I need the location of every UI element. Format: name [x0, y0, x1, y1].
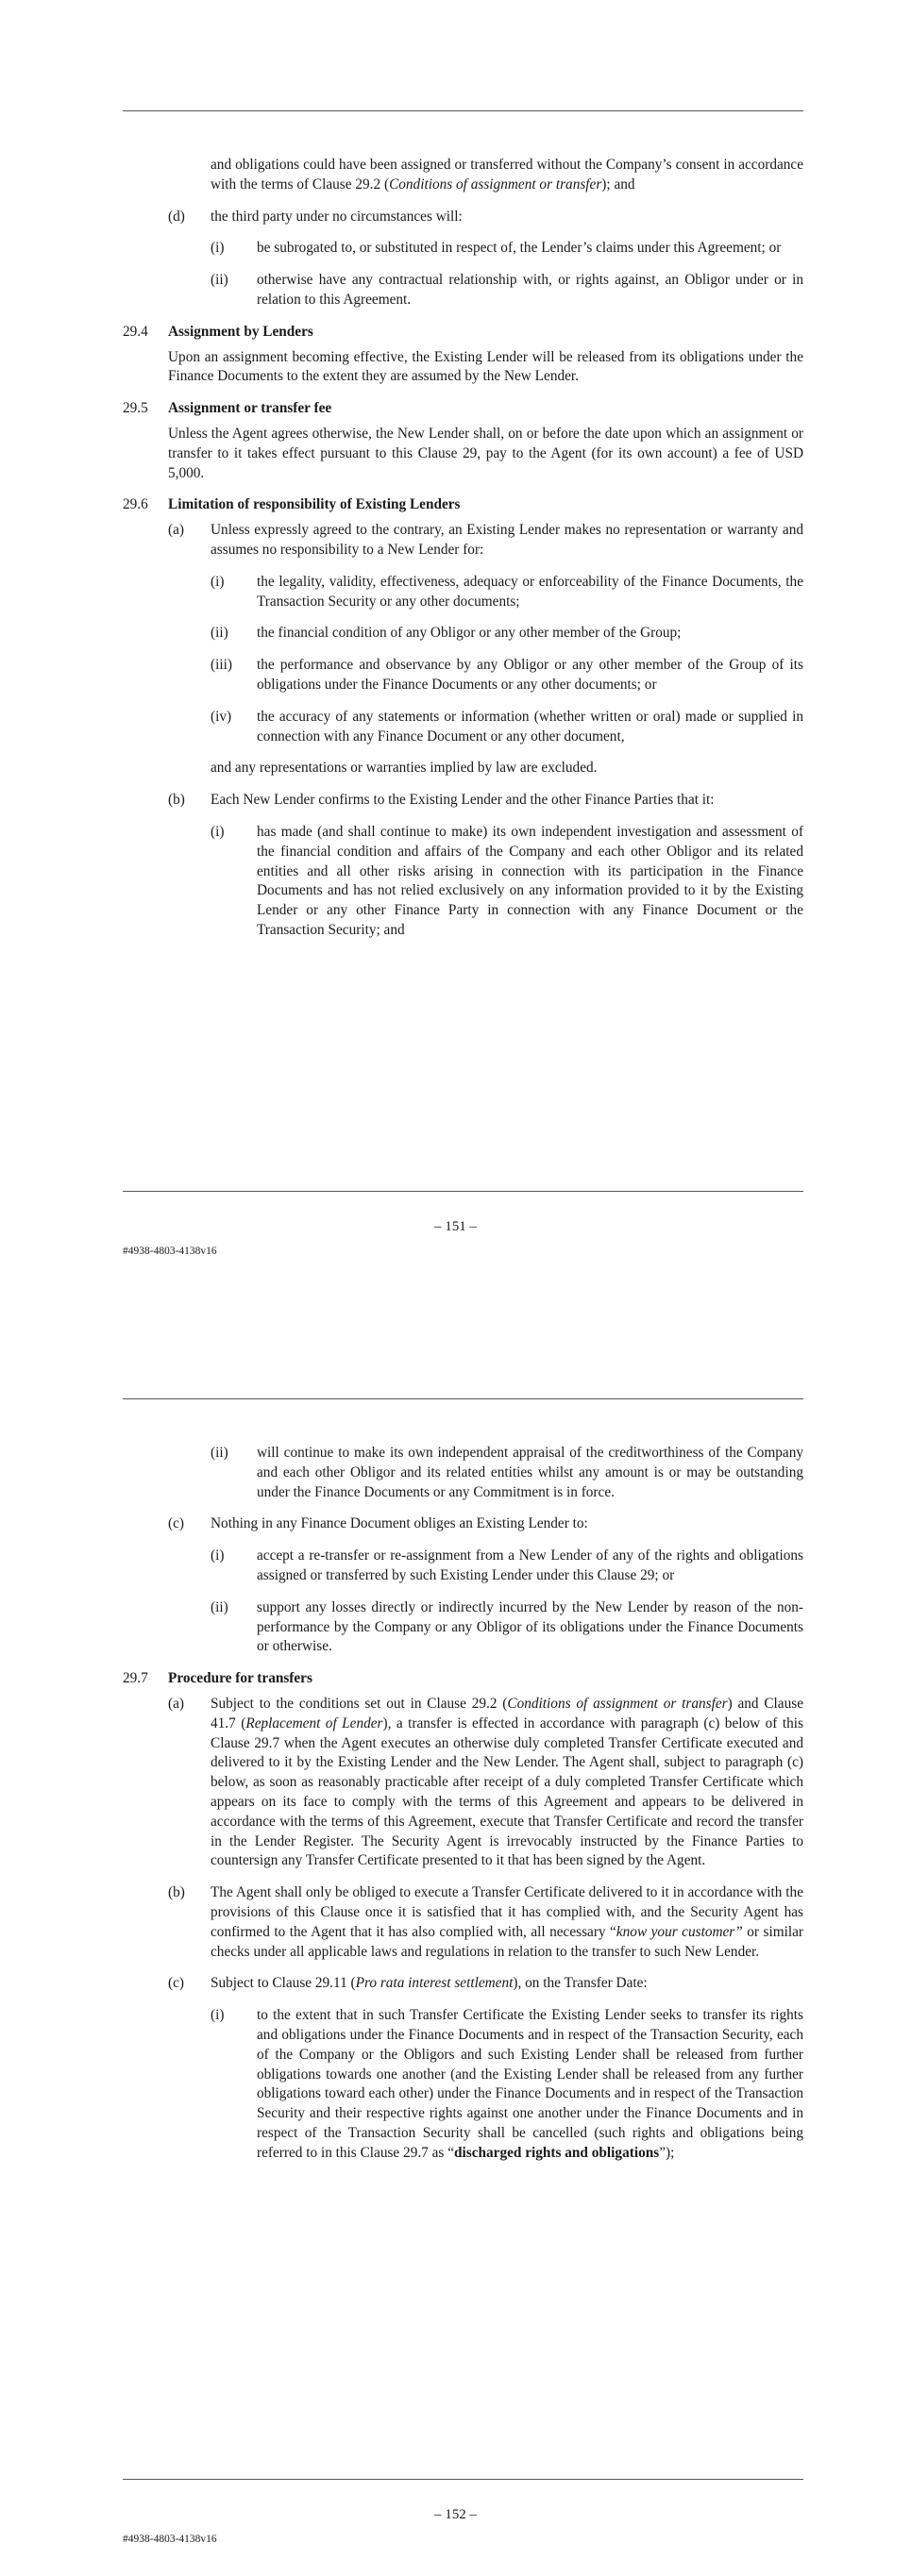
clause-item-a: [123, 521, 803, 560]
clause-item-a-iv: [123, 708, 803, 747]
clause-29-7-item-a: [123, 1695, 803, 1871]
clause-number: 29.5: [123, 400, 148, 417]
item-text: Unless expressly agreed to the contrary, an Existing Lender makes no representation or warranty and assumes no responsibility to a New Lender for:: [211, 522, 803, 558]
item-number: (ii): [211, 272, 228, 289]
clause-number: 29.4: [123, 323, 148, 340]
clause-item-d: [123, 208, 803, 227]
item-text: the third party under no circumstances will:: [211, 208, 463, 225]
item-number: (d): [168, 208, 185, 225]
item-number: (a): [168, 522, 184, 539]
clause-number: 29.6: [123, 496, 148, 513]
clause-item-c-i: [123, 1547, 803, 1586]
clause-item-d-ii: [123, 271, 803, 310]
item-text: the legality, validity, effectiveness, adequacy or enforceability of the Finance Documents, the Transaction Security or any other documents;: [257, 573, 803, 610]
item-text: Subject to Clause 29.11 (Pro rata interest settlement), on the Transfer Date:: [211, 1975, 648, 1992]
page-152: [0, 1288, 911, 2576]
item-text: the performance and observance by any Obligor or any other member of the Group of its obligations under the Finance Documents or any other documents; or: [257, 657, 803, 693]
item-text: support any losses directly or indirectly incurred by the New Lender by reason of the non-performance by the Company or any Obligor of its obligations under the Finance Documents or otherwise.: [257, 1598, 803, 1655]
item-text: Subject to the conditions set out in Clause 29.2 (Conditions of assignment or transfer) and Clause 41.7 (Replacement of Lender), a transfer is effected in accordance with paragraph (c) below of this Clause 29.7 when the Agent executes an otherwise duly completed Transfer Certificate executed and delivered to it by the Existing Lender and the New Lender. The Agent shall, subject to paragraph (c) below, as soon as reasonably practicable after receipt of a duly completed Transfer Certificate which appears on its face to comply with the terms of this Agreement and appears to be delivered in accordance with the terms of this Agreement, execute that Transfer Certificate and record the transfer in the Lender Register. The Security Agent is irrevocably instructed by the Finance Parties to countersign any Transfer Certificate presented to it that has been signed by the Agent.: [211, 1695, 803, 1869]
item-text: otherwise have any contractual relationship with, or rights against, an Obligor under or in relation to this Agreement.: [257, 272, 803, 308]
clause-item-a-i: [123, 573, 803, 612]
clause-heading-29-4: [123, 323, 803, 343]
document-reference: #4938-4803-4138v16: [123, 1246, 217, 1257]
footer-rule: [123, 2479, 803, 2480]
item-text: be subrogated to, or substituted in respect of, the Lender’s claims under this Agreement; or: [257, 240, 782, 257]
clause-29-4-text: Upon an assignment becoming effective, the Existing Lender will be released from its obligations under the Finance Documents to the extent they are assumed by the New Lender.: [168, 348, 803, 385]
footer-rule: [123, 1191, 803, 1192]
item-number: (ii): [211, 1445, 228, 1461]
clause-item-a-iii: [123, 656, 803, 695]
clause-item-a-tail: and any representations or warranties implied by law are excluded.: [211, 760, 598, 777]
item-number: (a): [168, 1695, 184, 1712]
clause-heading-29-6: [123, 495, 803, 515]
clause-item-b: [123, 791, 803, 811]
clause-title: Assignment or transfer fee: [168, 400, 332, 417]
item-text: accept a re-transfer or re-assignment from a New Lender of any of the rights and obligations assigned or transferred by such Existing Lender under this Clause 29; or: [257, 1547, 803, 1583]
item-text: will continue to make its own independent appraisal of the creditworthiness of the Company and each other Obligor and its related entities whilst any amount is or may be outstanding under the Finance Documents or any Commitment is in force.: [257, 1445, 803, 1500]
item-number: (i): [211, 1547, 225, 1564]
item-text: has made (and shall continue to make) its own independent investigation and assessment of the financial condition and affairs of the Company and each other Obligor and its related entities and all other risks arising in connection with its participation in the Finance Documents and has not relied exclusively on any information provided to it by the Existing Lender or any other Finance Party in connection with any Finance Document or the Transaction Security; and: [257, 823, 803, 938]
clause-item-b-ii: [123, 1444, 803, 1502]
item-number: (iii): [211, 657, 232, 674]
continued-paragraph: and obligations could have been assigned or transferred without the Company’s consent in accordance with the terms of Clause 29.2 (Conditions of assignment or transfer); and: [211, 157, 803, 192]
clause-heading-29-5: [123, 399, 803, 419]
item-number: (c): [168, 1515, 184, 1532]
item-text: The Agent shall only be obliged to execute a Transfer Certificate delivered to it in accordance with the provisions of this Clause once it is satisfied that it has complied with, and the Security Agent has confirmed to the Agent that it has also complied with, all necessary “know your customer” or similar checks under all applicable laws and regulations in relation to the transfer to such New Lender.: [211, 1884, 803, 1960]
page-151-body: [123, 156, 803, 953]
item-number: (i): [211, 573, 225, 590]
clause-item-b-i: [123, 823, 803, 941]
item-number: (iv): [211, 708, 232, 725]
clause-title: Assignment by Lenders: [168, 323, 313, 340]
document-reference: #4938-4803-4138v16: [123, 2534, 217, 2545]
clause-29-7-item-b: [123, 1883, 803, 1962]
item-number: (ii): [211, 625, 228, 642]
item-text: the financial condition of any Obligor or any other member of the Group;: [257, 625, 682, 642]
item-text: to the extent that in such Transfer Certificate the Existing Lender seeks to transfer its rights and obligations under the Finance Documents and in respect of the Transaction Security, each of the Company or the Obligors and such Existing Lender shall be released from further obligations towards one another (and the Existing Lender shall be released from any further obligations toward each other) under the Finance Documents and in respect of the Transaction Security and their respective rights against one another under the Finance Documents and in respect of the Transaction Security shall be cancelled (such rights and obligations being referred to in this Clause 29.7 as “discharged rights and obligations”);: [257, 2007, 803, 2161]
header-rule: [123, 110, 803, 111]
clause-29-7-item-c: [123, 1974, 803, 1994]
clause-item-c: [123, 1514, 803, 1534]
item-number: (b): [168, 792, 185, 809]
page-number: – 152 –: [434, 2507, 477, 2522]
item-number: (b): [168, 1884, 185, 1901]
page-152-body: [123, 1444, 803, 2176]
clause-item-a-ii: [123, 624, 803, 644]
item-number: (i): [211, 2007, 225, 2024]
clause-number: 29.7: [123, 1670, 148, 1687]
clause-29-7-item-c-i: [123, 2006, 803, 2163]
item-number: (c): [168, 1975, 184, 1992]
page-number: – 151 –: [434, 1219, 477, 1234]
item-text: Each New Lender confirms to the Existing Lender and the other Finance Parties that it:: [211, 792, 715, 809]
clause-item-d-i: [123, 239, 803, 259]
item-text: Nothing in any Finance Document obliges an Existing Lender to:: [211, 1515, 588, 1532]
clause-item-c-ii: [123, 1598, 803, 1657]
clause-heading-29-7: [123, 1669, 803, 1689]
item-number: (i): [211, 240, 225, 257]
clause-title: Limitation of responsibility of Existing Lenders: [168, 496, 461, 513]
header-rule: [123, 1398, 803, 1399]
item-text: the accuracy of any statements or information (whether written or oral) made or supplied in connection with any Finance Document or any other document,: [257, 708, 803, 744]
item-number: (i): [211, 823, 225, 840]
clause-29-5-text: Unless the Agent agrees otherwise, the New Lender shall, on or before the date upon which an assignment or transfer to it takes effect pursuant to this Clause 29, pay to the Agent (for its own account) a fee of USD 5,000.: [168, 425, 803, 481]
clause-title: Procedure for transfers: [168, 1670, 312, 1687]
item-number: (ii): [211, 1598, 228, 1615]
